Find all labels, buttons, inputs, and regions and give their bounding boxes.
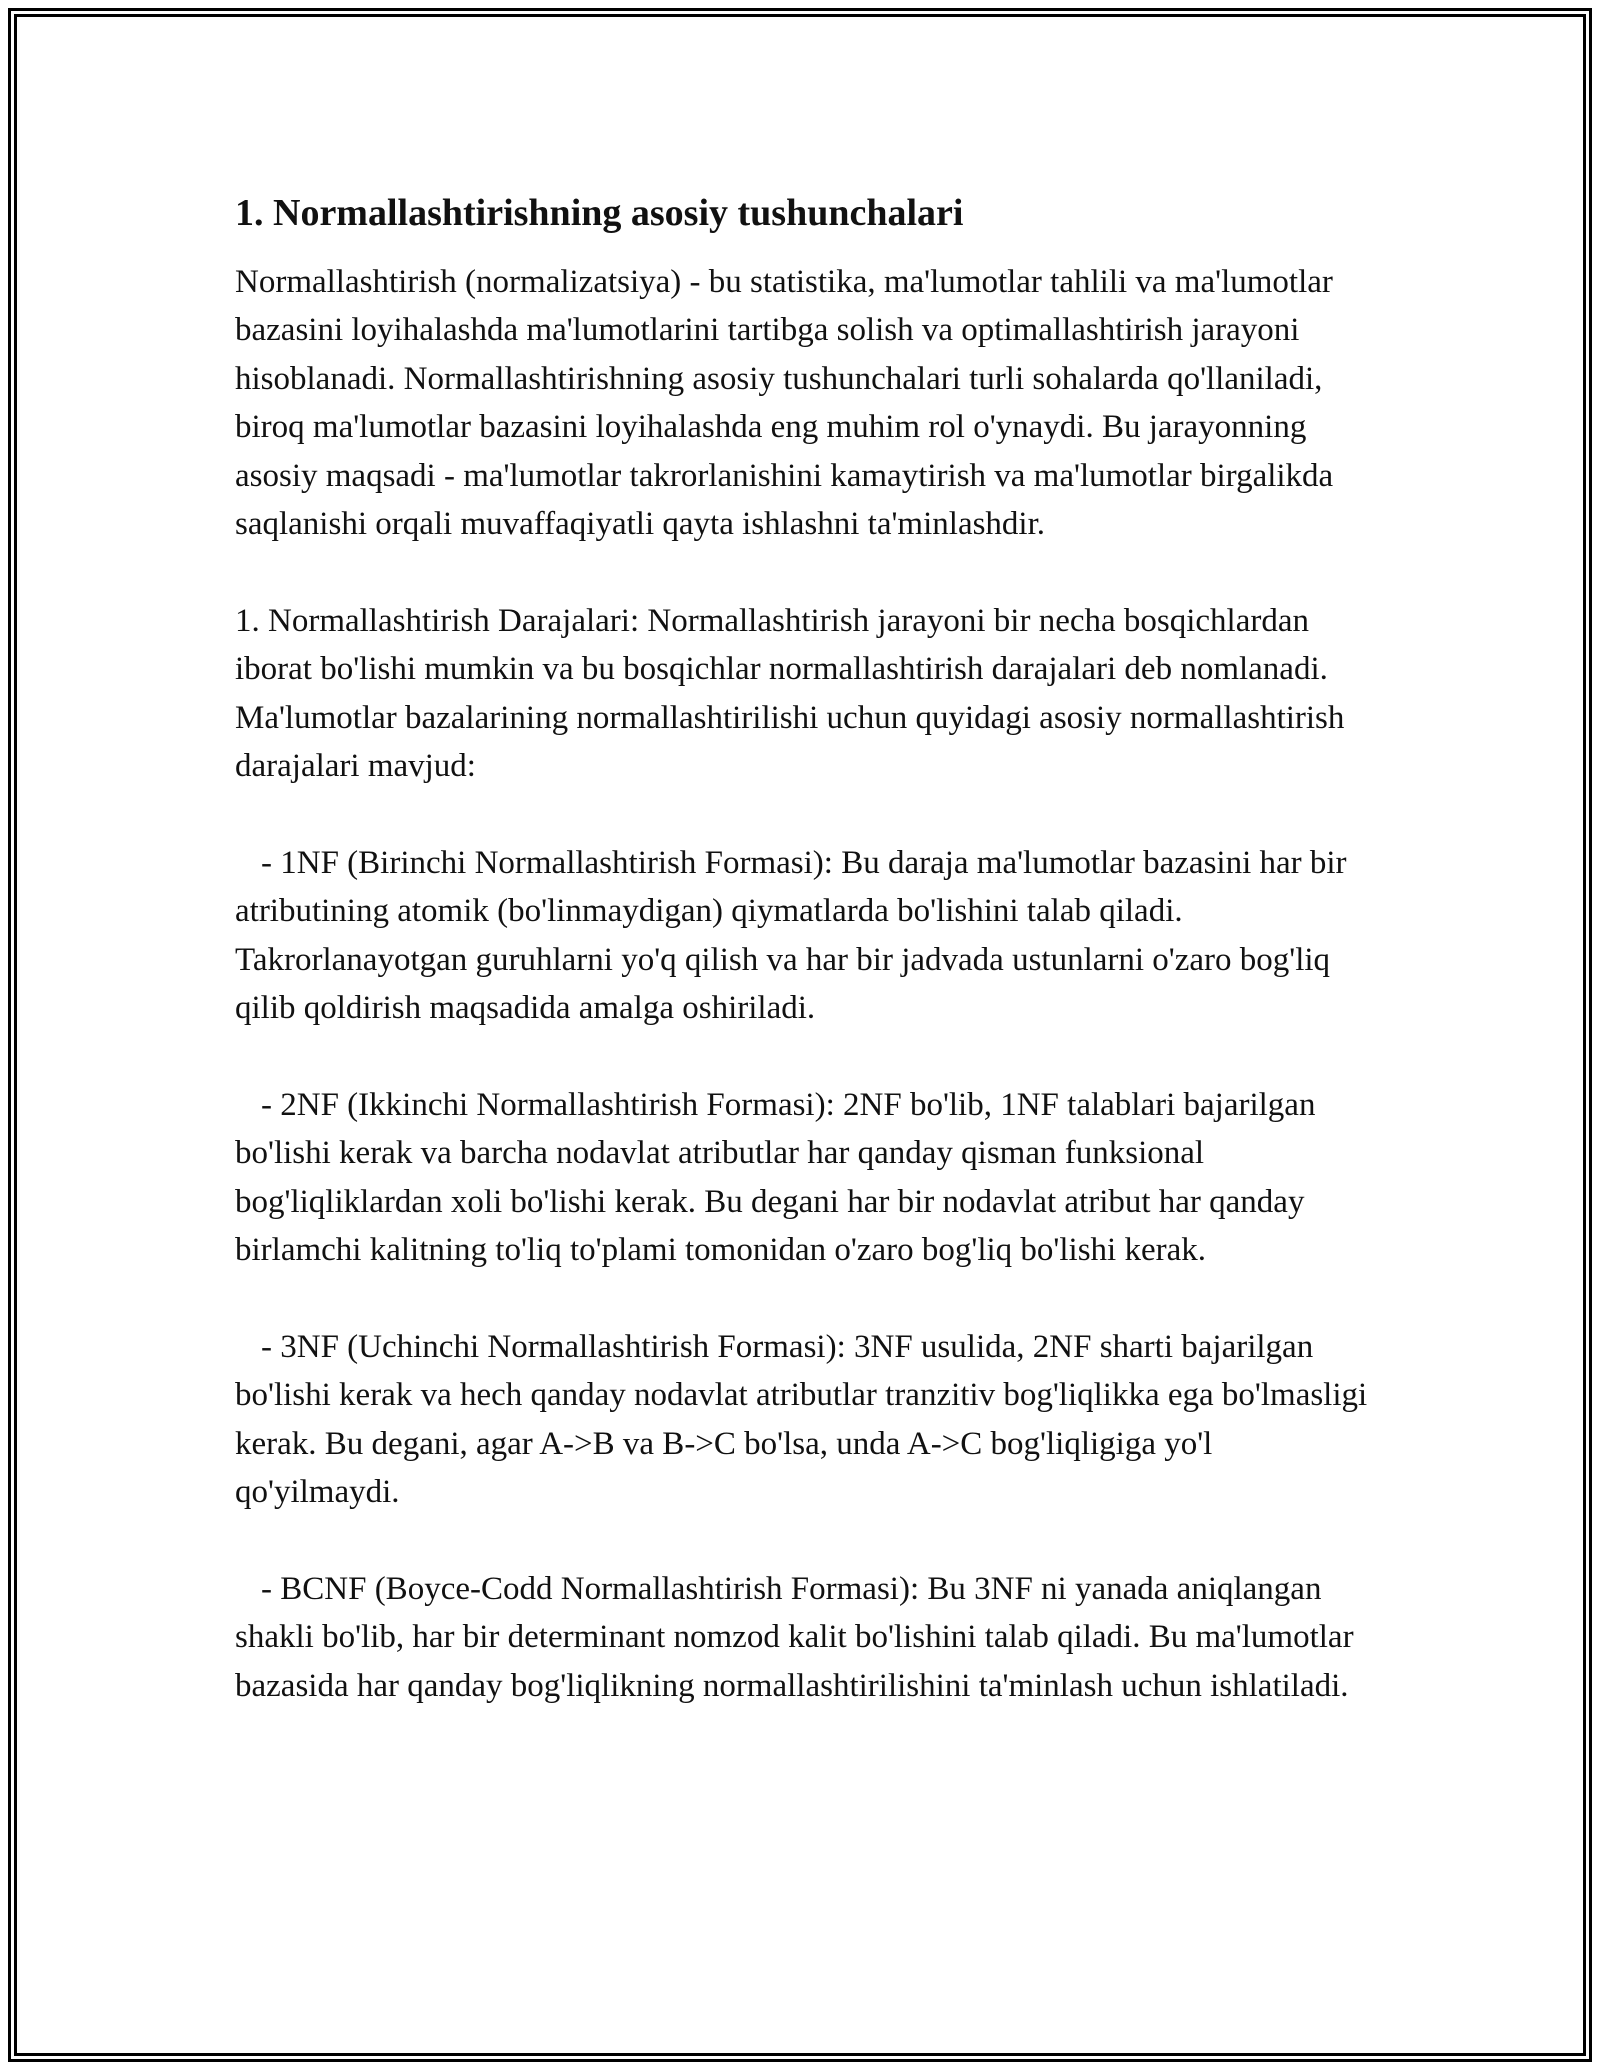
document-body — [235, 188, 1375, 1759]
paragraph-bcnf: - BCNF (Boyce-Codd Normallashtirish Formasi): Bu 3NF ni yanada aniqlangan shakli bo'lib, har bir determinant nomzod kalit bo'lishini talab qiladi. Bu ma'lumotlar bazasida har qanday bog'liqlikning normallashtirilishini ta'minlash uchun ishlatiladi. — [235, 1570, 1354, 1704]
paragraph-3nf: - 3NF (Uchinchi Normallashtirish Formasi): 3NF usulida, 2NF sharti bajarilgan bo'lishi kerak va hech qanday nodavlat atributlar tranzitiv bog'liqlikka ega bo'lmasligi kerak. Bu degani, agar A->B va B->C bo'lsa, unda A->C bog'liqligiga yo'l qo'yilmaydi. — [235, 1328, 1368, 1511]
section-heading: 1. Normallashtirishning asosiy tushunchalari — [235, 192, 964, 234]
paragraph-2nf: - 2NF (Ikkinchi Normallashtirish Formasi): 2NF bo'lib, 1NF talablari bajarilgan bo'lishi kerak va barcha nodavlat atributlar har qanday qisman funksional bog'liqliklardan xoli bo'lishi kerak. Bu degani har bir nodavlat atribut har qanday birlamchi kalitning to'liq to'plami tomonidan o'zaro bog'liq bo'lishi kerak. — [235, 1086, 1316, 1269]
paragraph-normalization-levels: 1. Normallashtirish Darajalari: Normallashtirish jarayoni bir necha bosqichlardan iborat bo'lishi mumkin va bu bosqichlar normallashtirish darajalari deb nomlanadi. Ma'lumotlar bazalarining normallashtirilishi uchun quyidagi asosiy normallashtirish darajalari mavjud: — [235, 602, 1345, 785]
paragraph-intro: Normallashtirish (normalizatsiya) - bu statistika, ma'lumotlar tahlili va ma'lumotlar bazasini loyihalashda ma'lumotlarini tartibga solish va optimallashtirish jarayoni hisoblanadi. Normallashtirishning asosiy tushunchalari turli sohalarda qo'llaniladi, biroq ma'lumotlar bazasini loyihalashda eng muhim rol o'ynaydi. Bu jarayonning asosiy maqsadi - ma'lumotlar takrorlanishini kamaytirish va ma'lumotlar birgalikda saqlanishi orqali muvaffaqiyatli qayta ishlashni ta'minlashdir. — [235, 264, 1334, 543]
paragraph-1nf: - 1NF (Birinchi Normallashtirish Formasi): Bu daraja ma'lumotlar bazasini har bir atributining atomik (bo'linmaydigan) qiymatlarda bo'lishini talab qiladi. Takrorlanayotgan guruhlarni yo'q qilish va har bir jadvada ustunlarni o'zaro bog'liq qilib qoldirish maqsadida amalga oshiriladi. — [235, 844, 1347, 1027]
